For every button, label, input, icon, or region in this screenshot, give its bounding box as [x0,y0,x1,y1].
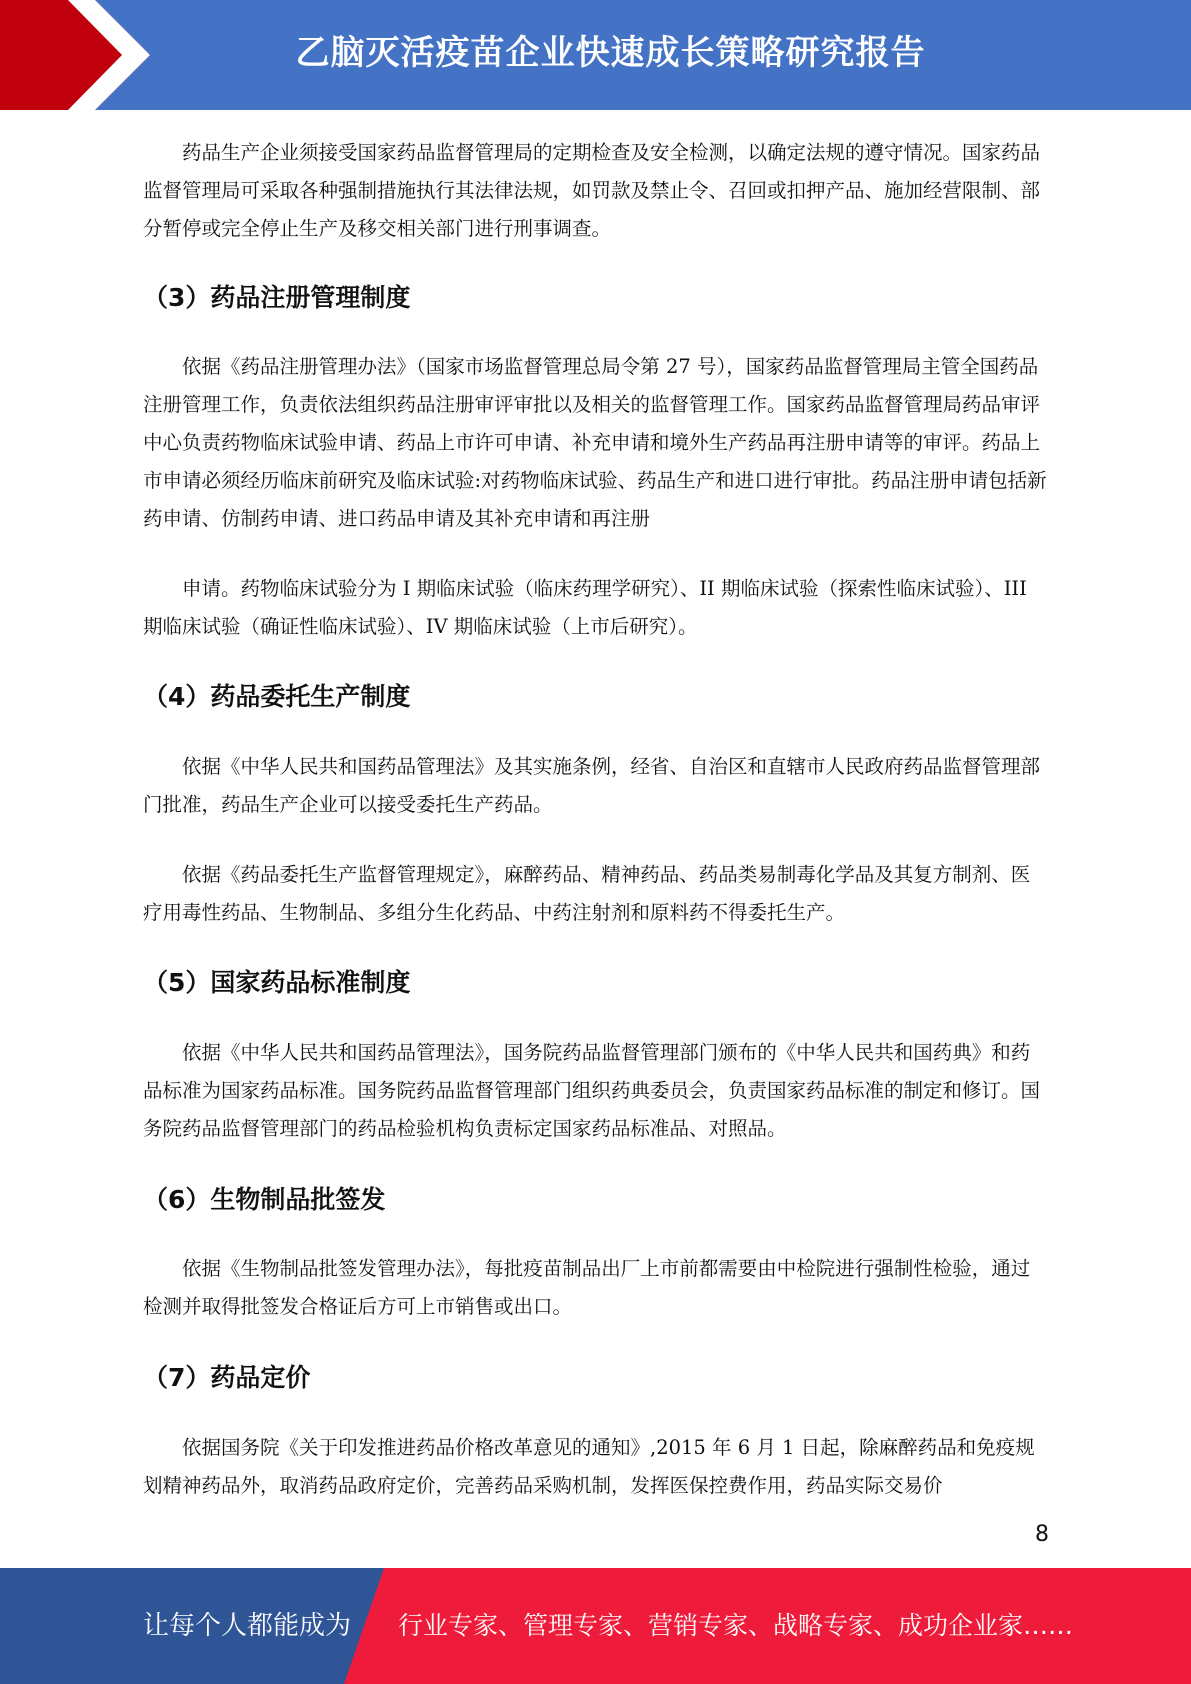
paragraph: 申请。药物临床试验分为 I 期临床试验（临床药理学研究）、II 期临床试验（探索性临床试验）、III 期临床试验（确证性临床试验）、IV 期临床试验（上市后研究）。 [143,577,1027,638]
paragraph: 药品生产企业须接受国家药品监督管理局的定期检查及安全检测，以确定法规的遵守情况。国家药品监督管理局可采取各种强制措施执行其法律法规，如罚款及禁止令、召回或扣押产品、施加经营限制、部分暂停或完全停止生产及移交相关部门进行刑事调查。 [143,141,1041,240]
section-heading-6: （6）生物制品批签发 [143,1185,386,1214]
paragraph: 依据《生物制品批签发管理办法》，每批疫苗制品出厂上市前都需要由中检院进行强制性检验，通过检测并取得批签发合格证后方可上市销售或出口。 [143,1257,1031,1318]
report-title: 乙脑灭活疫苗企业快速成长策略研究报告 [295,33,926,73]
page-header [0,0,1191,110]
footer-slogan-right: 行业专家、管理专家、营销专家、战略专家、成功企业家…… [398,1611,1074,1640]
paragraph: 依据《药品注册管理办法》（国家市场监督管理总局令第 27 号），国家药品监督管理局主管全国药品注册管理工作，负责依法组织药品注册审评审批以及相关的监督管理工作。国家药品监督管理局药品审评中心负责药物临床试验申请、药品上市许可申请、补充申请和境外生产药品再注册申请等的审评。药品上市申请必须经历临床前研究及临床试验:对药物临床试验、药品生产和进口进行审批。药品注册申请包括新药申请、仿制药申请、进口药品申请及其补充申请和再注册 [143,355,1047,530]
paragraph: 依据国务院《关于印发推进药品价格改革意见的通知》,2015 年 6 月 1 日起，除麻醉药品和免疫规划精神药品外，取消药品政府定价，完善药品采购机制，发挥医保控费作用，药品实际交易价 [143,1436,1035,1497]
paragraph: 依据《中华人民共和国药品管理法》及其实施条例，经省、自治区和直辖市人民政府药品监督管理部门批准，药品生产企业可以接受委托生产药品。 [143,755,1041,816]
section-heading-5: （5）国家药品标准制度 [143,968,411,997]
footer-slogan-left: 让每个人都能成为 [143,1611,352,1641]
section-heading-3: （3）药品注册管理制度 [143,283,411,312]
paragraph: 依据《中华人民共和国药品管理法》，国务院药品监督管理部门颁布的《中华人民共和国药典》和药品标准为国家药品标准。国务院药品监督管理部门组织药典委员会，负责国家药品标准的制定和修订。国务院药品监督管理部门的药品检验机构负责标定国家药品标准品、对照品。 [143,1041,1041,1140]
page-footer [0,1568,1191,1684]
paragraph: 依据《药品委托生产监督管理规定》，麻醉药品、精神药品、药品类易制毒化学品及其复方制剂、医疗用毒性药品、生物制品、多组分生化药品、中药注射剂和原料药不得委托生产。 [143,863,1031,924]
page-number: 8 [1035,1522,1049,1547]
section-heading-7: （7）药品定价 [143,1363,311,1392]
section-heading-4: （4）药品委托生产制度 [143,682,411,711]
